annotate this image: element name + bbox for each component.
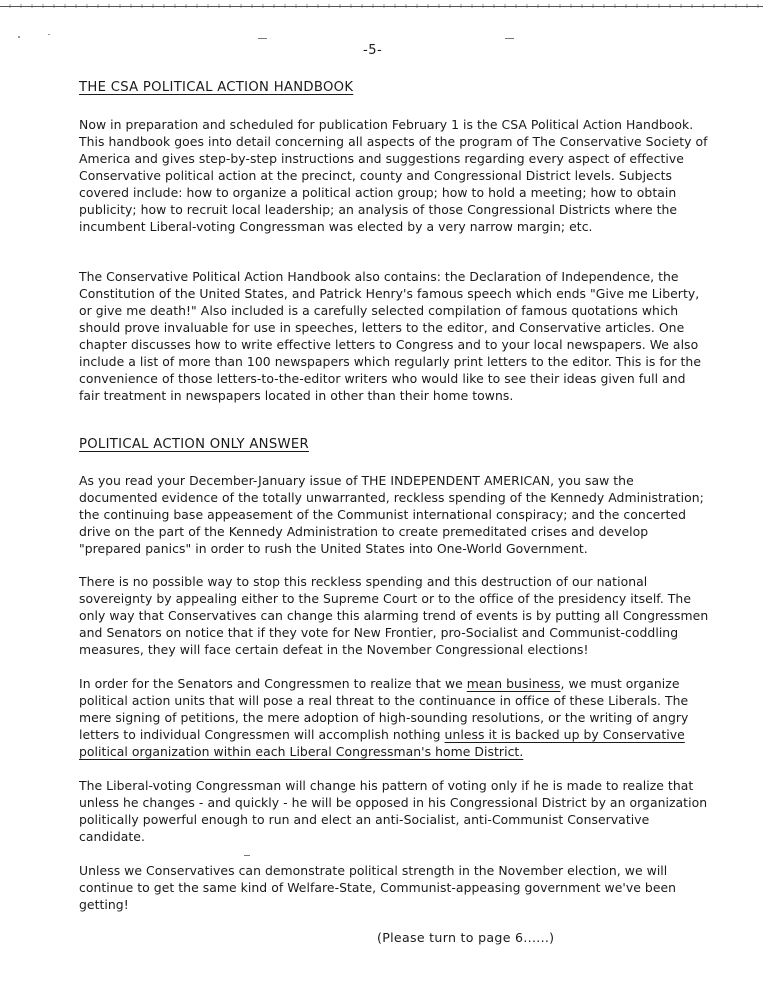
- paragraph-handbook-intro: Now in preparation and scheduled for publication February 1 is the CSA Political Action Handbook. This handbook goes into detail concerning all aspects of the program of The Conservative Society of America and gives step-by-step instructions and suggestions regarding every aspect of effective Conservative political action at the precinct, county and Congressional District levels. Subjects covered include: how to organize a political action group; how to hold a meeting; how to obtain publicity; how to recruit local leadership; an analysis of those Congressional Districts where the incumbent Liberal-voting Congressman was elected by a very narrow margin; etc.: [79, 117, 708, 234]
- paragraph-text: , we must organize political action units that will pose a real threat to the continuance in office of these Liberals. The mere signing of petitions, the mere adoption of high-sounding resolutions, or the writing of angry letters to individual Congressmen will accomplish nothing: [79, 676, 689, 742]
- underlined-phrase: mean business: [466, 676, 561, 691]
- continued-note: (Please turn to page 6......): [377, 930, 555, 945]
- scan-top-rule: [0, 6, 763, 7]
- section-heading-handbook: THE CSA POLITICAL ACTION HANDBOOK: [79, 80, 354, 95]
- paragraph-text: In order for the Senators and Congressmen to realize that we: [79, 676, 467, 691]
- scan-speck: [505, 38, 514, 39]
- underlined-phrase: unless it is backed up by Conservative political organization within each Liberal Congressman's home District.: [79, 727, 685, 759]
- paragraph-handbook-contents: The Conservative Political Action Handbook also contains: the Declaration of Independence, the Constitution of the United States, and Patrick Henry's famous speech which ends "Give me Liberty, or give me death!" Also included is a carefully selected compilation of famous quotations which should prove invaluable for use in speeches, letters to the editor, and Conservative articles. One chapter discusses how to write effective letters to Congress and to your local newspapers. We also include a list of more than 100 newspapers which regularly print letters to the editor. This is for the convenience of those letters-to-the-editor writers who would like to see their ideas given full and fair treatment in newspapers located in other than their home towns.: [79, 269, 701, 403]
- paragraph-no-possible-way: There is no possible way to stop this reckless spending and this destruction of our national sovereignty by appealing either to the Supreme Court or to the office of the presidency itself. The only way that Conservatives can change this alarming trend of events is by putting all Congressmen and Senators on notice that if they vote for New Frontier, pro-Socialist and Communist-coddling measures, they will face certain defeat in the November Congressional elections!: [79, 574, 709, 657]
- paragraph-liberal-congressman: The Liberal-voting Congressman will change his pattern of voting only if he is made to realize that unless he changes - and quickly - he will be opposed in his Congressional District by an organization politically powerful enough to run and elect an anti-Socialist, anti-Communist Conservative candidate.: [79, 778, 708, 844]
- section-heading-political-action: POLITICAL ACTION ONLY ANSWER: [79, 437, 309, 452]
- scan-speck: [244, 855, 250, 856]
- paragraph-mean-business: [79, 675, 709, 760]
- paragraph-unless-conservatives: Unless we Conservatives can demonstrate political strength in the November election, we will continue to get the same kind of Welfare-State, Communist-appeasing government we've been getting!: [79, 863, 677, 912]
- scan-speck: [18, 36, 20, 38]
- paragraph-independent-american: As you read your December-January issue of THE INDEPENDENT AMERICAN, you saw the documented evidence of the totally unwarranted, reckless spending of the Kennedy Administration; the continuing base appeasement of the Communist international conspiracy; and the concerted drive on the part of the Kennedy Administration to create premeditated crises and develop "prepared panics" in order to rush the United States into One-World Government.: [79, 473, 704, 556]
- page-number: -5-: [363, 43, 383, 58]
- scan-speck: [258, 38, 267, 39]
- scan-speck: [48, 34, 50, 35]
